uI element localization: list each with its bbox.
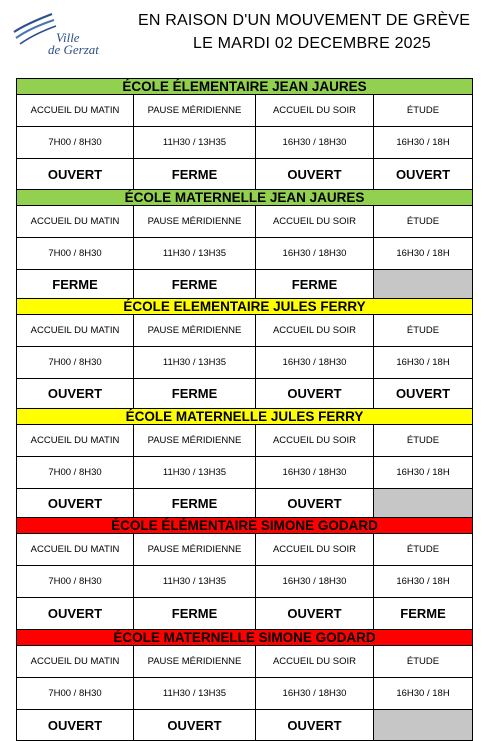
service-hours: 16H30 / 18H30 <box>256 457 374 489</box>
service-hours: 16H30 / 18H30 <box>256 127 374 159</box>
service-hours: 16H30 / 18H30 <box>256 238 374 270</box>
service-hours: 16H30 / 18H30 <box>256 347 374 379</box>
table-row <box>17 347 473 379</box>
service-label: ACCUEIL DU MATIN <box>17 534 134 566</box>
service-status: OUVERT <box>17 598 134 630</box>
school-header-row <box>17 518 473 534</box>
service-label: ACCUEIL DU SOIR <box>256 425 374 457</box>
service-label: ACCUEIL DU MATIN <box>17 315 134 347</box>
service-label: ACCUEIL DU MATIN <box>17 206 134 238</box>
table-row <box>17 566 473 598</box>
service-label: ÉTUDE <box>374 315 473 347</box>
school-name: ÉCOLE MATERNELLE JEAN JAURES <box>17 190 473 206</box>
service-status: FERME <box>134 598 256 630</box>
table-row <box>17 127 473 159</box>
service-hours: 7H00 / 8H30 <box>17 127 134 159</box>
service-status: OUVERT <box>134 710 256 741</box>
service-label: ACCUEIL DU SOIR <box>256 534 374 566</box>
service-status: FERME <box>256 270 374 299</box>
service-status: OUVERT <box>374 159 473 190</box>
page-title-line2: LE MARDI 02 DECEMBRE 2025 <box>193 35 431 52</box>
service-hours: 7H00 / 8H30 <box>17 238 134 270</box>
service-label: ACCUEIL DU SOIR <box>256 646 374 678</box>
service-hours: 11H30 / 13H35 <box>134 127 256 159</box>
table-row <box>17 489 473 518</box>
service-status: OUVERT <box>17 710 134 741</box>
school-header-row <box>17 299 473 315</box>
table-row <box>17 678 473 710</box>
ville-de-gerzat-logo <box>12 12 122 62</box>
service-label: ACCUEIL DU SOIR <box>256 206 374 238</box>
service-hours: 11H30 / 13H35 <box>134 678 256 710</box>
service-label: PAUSE MÉRIDIENNE <box>134 95 256 127</box>
school-name: ÉCOLE MATERNELLE JULES FERRY <box>17 409 473 425</box>
service-label: ÉTUDE <box>374 646 473 678</box>
blank-cell <box>374 710 473 741</box>
table-row <box>17 379 473 409</box>
service-status: FERME <box>134 489 256 518</box>
service-status: OUVERT <box>374 379 473 409</box>
table-row <box>17 646 473 678</box>
service-hours: 7H00 / 8H30 <box>17 566 134 598</box>
school-name: ÉCOLE ÉLEMENTAIRE JEAN JAURES <box>17 79 473 95</box>
service-hours: 16H30 / 18H <box>374 678 473 710</box>
service-label: ACCUEIL DU MATIN <box>17 425 134 457</box>
service-hours: 7H00 / 8H30 <box>17 457 134 489</box>
table-row <box>17 710 473 741</box>
service-status: OUVERT <box>256 159 374 190</box>
service-hours: 16H30 / 18H <box>374 566 473 598</box>
service-hours: 11H30 / 13H35 <box>134 238 256 270</box>
service-hours: 16H30 / 18H <box>374 127 473 159</box>
service-label: PAUSE MÉRIDIENNE <box>134 646 256 678</box>
table-row <box>17 425 473 457</box>
service-hours: 11H30 / 13H35 <box>134 566 256 598</box>
service-hours: 11H30 / 13H35 <box>134 347 256 379</box>
school-header-row <box>17 630 473 646</box>
table-row <box>17 95 473 127</box>
logo-text-de-gerzat: de Gerzat <box>48 42 99 57</box>
service-status: FERME <box>374 598 473 630</box>
service-label: PAUSE MÉRIDIENNE <box>134 425 256 457</box>
service-status: FERME <box>134 379 256 409</box>
table-row <box>17 270 473 299</box>
service-status: FERME <box>134 159 256 190</box>
service-label: PAUSE MÉRIDIENNE <box>134 315 256 347</box>
table-row <box>17 206 473 238</box>
service-hours: 16H30 / 18H <box>374 238 473 270</box>
service-status: OUVERT <box>256 489 374 518</box>
service-hours: 16H30 / 18H30 <box>256 678 374 710</box>
service-label: PAUSE MÉRIDIENNE <box>134 534 256 566</box>
service-hours: 11H30 / 13H35 <box>134 457 256 489</box>
table-row <box>17 315 473 347</box>
service-status: OUVERT <box>17 159 134 190</box>
service-status: OUVERT <box>256 598 374 630</box>
service-label: ÉTUDE <box>374 95 473 127</box>
blank-cell <box>374 489 473 518</box>
table-row <box>17 534 473 566</box>
service-label: ACCUEIL DU MATIN <box>17 95 134 127</box>
schedule-table <box>16 78 473 741</box>
page-title-line1: EN RAISON D'UN MOUVEMENT DE GRÈVE <box>138 12 471 29</box>
service-hours: 16H30 / 18H <box>374 347 473 379</box>
service-label: ACCUEIL DU SOIR <box>256 315 374 347</box>
service-hours: 16H30 / 18H <box>374 457 473 489</box>
school-name: ÉCOLE ÉLÉMENTAIRE SIMONE GODARD <box>17 518 473 534</box>
school-header-row <box>17 409 473 425</box>
table-row <box>17 159 473 190</box>
school-name: ÉCOLE MATERNELLE SIMONE GODARD <box>17 630 473 646</box>
service-hours: 7H00 / 8H30 <box>17 678 134 710</box>
school-header-row <box>17 79 473 95</box>
service-label: ÉTUDE <box>374 534 473 566</box>
service-hours: 16H30 / 18H30 <box>256 566 374 598</box>
blank-cell <box>374 270 473 299</box>
logo-text-ville: Ville <box>56 30 80 45</box>
school-header-row <box>17 190 473 206</box>
service-label: ÉTUDE <box>374 206 473 238</box>
school-name: ÉCOLE ELEMENTAIRE JULES FERRY <box>17 299 473 315</box>
service-status: FERME <box>17 270 134 299</box>
service-hours: 7H00 / 8H30 <box>17 347 134 379</box>
service-status: OUVERT <box>256 710 374 741</box>
service-label: ÉTUDE <box>374 425 473 457</box>
service-status: OUVERT <box>17 489 134 518</box>
service-label: ACCUEIL DU SOIR <box>256 95 374 127</box>
service-label: ACCUEIL DU MATIN <box>17 646 134 678</box>
service-label: PAUSE MÉRIDIENNE <box>134 206 256 238</box>
table-row <box>17 457 473 489</box>
service-status: OUVERT <box>17 379 134 409</box>
table-row <box>17 598 473 630</box>
service-status: OUVERT <box>256 379 374 409</box>
service-status: FERME <box>134 270 256 299</box>
table-row <box>17 238 473 270</box>
